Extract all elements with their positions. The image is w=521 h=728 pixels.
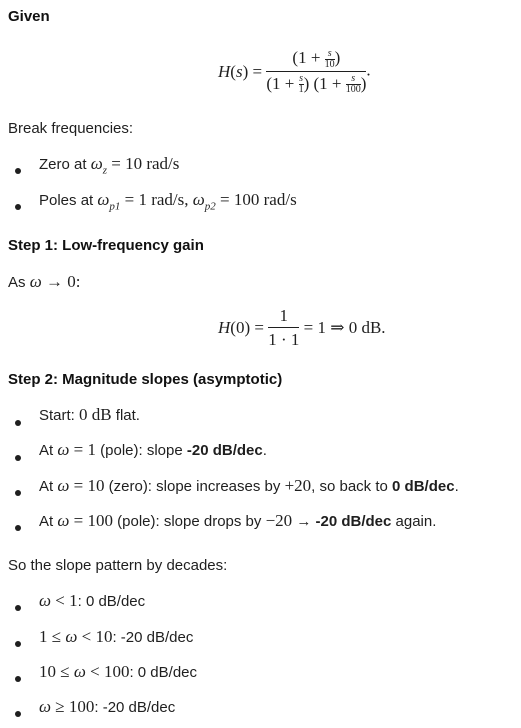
bullet-dot <box>15 204 21 210</box>
slope-item-post: . <box>262 442 267 459</box>
slope-item-math: 0 dB <box>79 405 112 424</box>
slope-item-mid: (pole): slope <box>100 442 183 459</box>
slope-item-pole2 <box>39 511 436 531</box>
h0-equation <box>218 306 386 350</box>
zero-item <box>39 154 179 176</box>
slope-item-start <box>39 405 140 425</box>
bullet-dot <box>15 641 21 647</box>
step2-heading: Step 2: Magnitude slopes (asymptotic) <box>8 371 283 388</box>
given-heading: Given <box>8 8 50 25</box>
pattern-item-text: : -20 dB/dec <box>94 699 176 716</box>
transfer-fraction <box>266 48 366 95</box>
bullet-dot <box>15 605 21 611</box>
slope-item-bold: -20 dB/dec <box>315 513 392 530</box>
bullet-dot <box>15 676 21 682</box>
transfer-function <box>218 48 371 98</box>
pattern-heading: So the slope pattern by decades: <box>8 557 228 574</box>
bullet-dot <box>15 455 21 461</box>
slope-item-post: again. <box>395 513 437 530</box>
zero-text: Zero at <box>39 156 87 173</box>
h0-denominator: 1 · 1 <box>268 330 300 349</box>
slope-item-pre: At <box>39 442 54 459</box>
slope-item-math: ω = 1 <box>57 440 96 459</box>
pattern-item-text: : -20 dB/dec <box>112 629 194 646</box>
pattern-item-math: 1 ≤ ω < 10 <box>39 627 113 646</box>
bullet-dot <box>15 420 21 426</box>
transfer-lhs: H(s) = <box>218 61 263 81</box>
pattern-item <box>39 697 175 717</box>
slope-item-pole1 <box>39 440 267 460</box>
h0-fraction <box>268 306 299 350</box>
transfer-end: . <box>366 60 371 80</box>
pattern-item <box>39 627 193 647</box>
zero-math: $\omega_z = 10$ rad/s <box>90 154 180 177</box>
slope-item-mid2: , so back to <box>311 478 388 495</box>
slope-item-mid: (zero): slope increases by <box>108 478 281 495</box>
transfer-numerator: (1 + $\frac{s}{10}$ ) <box>266 48 366 72</box>
pattern-item-math: ω < 1 <box>39 591 78 610</box>
slope-item-mid: (pole): slope drops by <box>117 513 262 530</box>
slope-item-arrow: → <box>296 513 312 530</box>
pattern-item <box>39 662 197 682</box>
h0-rhs: = 1 ⇒ 0 dB. <box>303 318 386 337</box>
transfer-denominator: (1 + $\frac{s}{1}$ ) (1 + $\frac{s}{100}$ ) <box>266 73 367 96</box>
step1-heading: Step 1: Low-frequency gain <box>8 237 204 254</box>
as-text: As <box>8 274 26 291</box>
slope-item-bold: 0 dB/dec <box>392 478 455 495</box>
bullet-dot <box>15 711 21 717</box>
bullet-dot <box>15 525 21 531</box>
slope-item-pre: At <box>39 513 54 530</box>
slope-item-math: ω = 10 <box>57 476 105 495</box>
poles-item <box>39 190 297 212</box>
slope-item-pre: Start: <box>39 407 75 424</box>
slope-item-post: flat. <box>115 407 140 424</box>
pattern-item <box>39 591 145 611</box>
break-heading: Break frequencies: <box>8 120 134 137</box>
slope-item-zero <box>39 476 459 496</box>
poles-math: $\omega_{p1} = 1$ rad/s, $\omega_{p2} = 100$ rad/s <box>97 190 297 213</box>
poles-text: Poles at <box>39 192 94 209</box>
h0-numerator: 1 <box>268 306 299 328</box>
pattern-item-math: ω ≥ 100 <box>39 697 95 716</box>
pattern-item-text: : 0 dB/dec <box>77 593 146 610</box>
h0-lhs: H(0) = <box>218 318 264 337</box>
slope-item-math2: −20 <box>265 511 293 530</box>
pattern-item-text: : 0 dB/dec <box>129 664 197 681</box>
as-math: ω → 0: <box>29 272 81 291</box>
slope-item-math2: +20 <box>284 476 312 495</box>
as-line <box>8 272 80 292</box>
slope-item-math: ω = 100 <box>57 511 113 530</box>
bullet-dot <box>15 490 21 496</box>
slope-item-bold: -20 dB/dec <box>186 442 263 459</box>
bullet-dot <box>15 168 21 174</box>
slope-item-pre: At <box>39 478 54 495</box>
slope-item-post: . <box>454 478 459 495</box>
pattern-item-math: 10 ≤ ω < 100 <box>39 662 130 681</box>
